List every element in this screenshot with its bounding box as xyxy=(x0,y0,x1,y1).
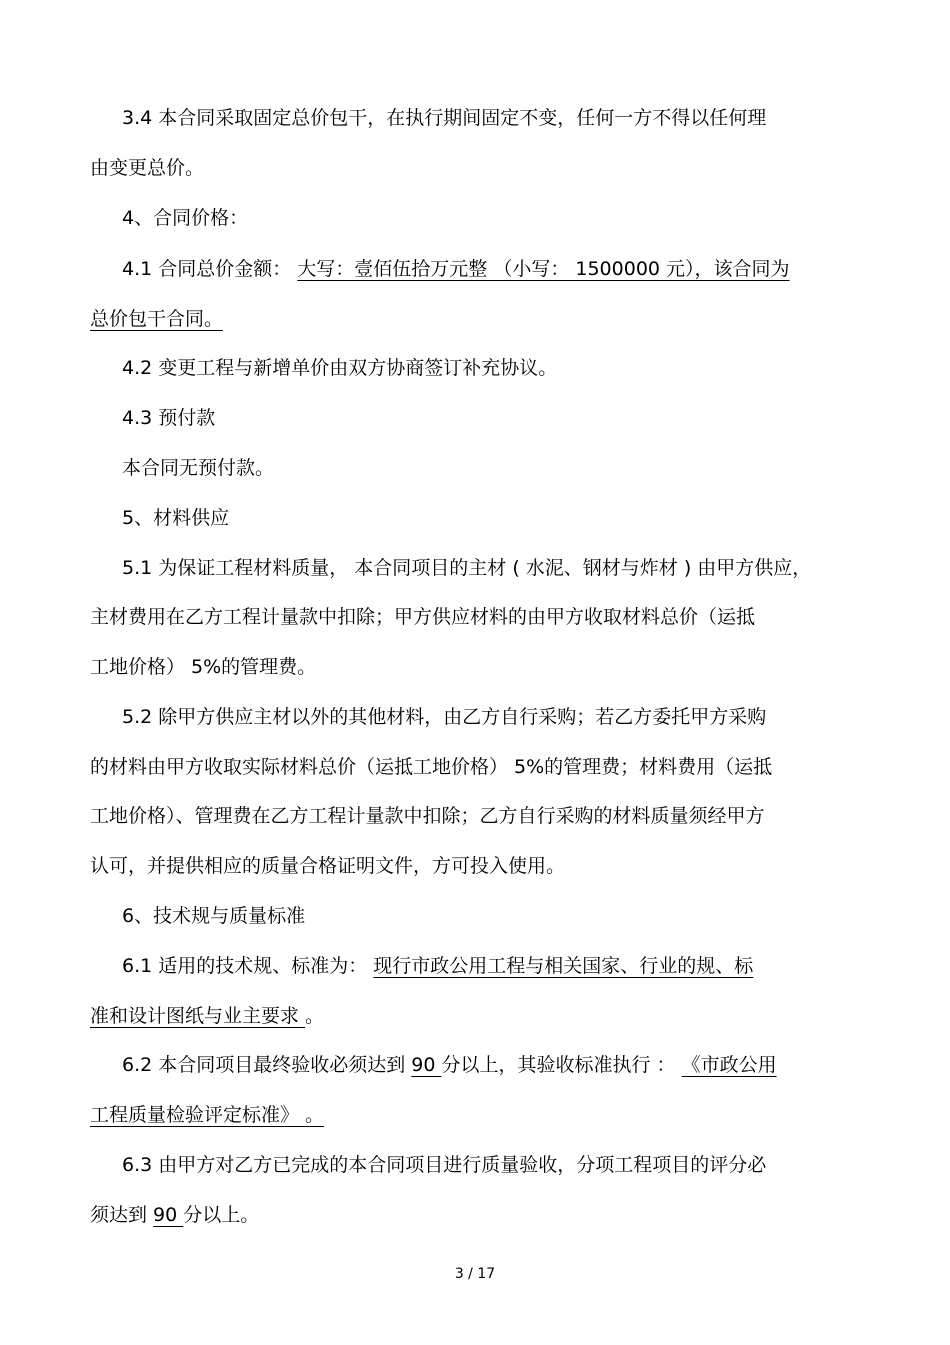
design-requirement-underlined: 准和设计图纸与业主要求 xyxy=(90,1005,306,1027)
clause-6-3-suffix: 分以上。 xyxy=(183,1204,260,1226)
clause-6-2-line-2 xyxy=(90,1102,324,1128)
section-5-heading: 5、材料供应 xyxy=(122,507,230,529)
clause-6-1-suffix: 。 xyxy=(305,1005,325,1027)
section-4-heading: 4、合同价格： xyxy=(122,207,249,229)
clause-6-2-mid: 分以上，其验收标准执行 ： xyxy=(441,1054,682,1076)
page-number: 3 / 17 xyxy=(454,1266,496,1282)
clause-6-1-line-1 xyxy=(122,953,753,979)
clause-6-3-line-2 xyxy=(90,1202,259,1228)
clause-6-3-prefix: 须达到 xyxy=(90,1204,154,1226)
clause-3-4-line-1: 3.4 本合同采取固定总价包干，在执行期间固定不变，任何一方不得以任何理 xyxy=(122,107,767,129)
section-6-heading: 6、技术规与质量标准 xyxy=(122,905,306,927)
clause-5-2-line-3: 工地价格）、管理费在乙方工程计量款中扣除；乙方自行采购的材料质量须经甲方 xyxy=(90,805,765,827)
contract-type-underlined: 总价包干合同。 xyxy=(90,308,224,330)
clause-3-4-line-2: 由变更总价。 xyxy=(90,157,205,179)
clause-4-1-line-2 xyxy=(90,306,223,332)
tech-standard-underlined: 现行市政公用工程与相关国家、行业的规、标 xyxy=(373,955,754,977)
acceptance-standard-underlined: 《市政公用 xyxy=(681,1054,777,1076)
clause-4-2: 4.2 变更工程与新增单价由双方协商签订补充协议。 xyxy=(122,357,558,379)
final-acceptance-score: 90 xyxy=(411,1054,442,1076)
clause-5-1-line-2: 主材费用在乙方工程计量款中扣除；甲方供应材料的由甲方收取材料总价（运抵 xyxy=(90,606,756,628)
clause-5-2-line-4: 认可，并提供相应的质量合格证明文件，方可投入使用。 xyxy=(90,855,566,877)
clause-4-3-heading: 4.3 预付款 xyxy=(122,407,216,429)
clause-6-2-line-1 xyxy=(122,1052,777,1078)
clause-5-2-line-2: 的材料由甲方收取实际材料总价（运抵工地价格） 5%的管理费；材料费用（运抵 xyxy=(90,756,773,778)
clause-6-1-line-2 xyxy=(90,1003,324,1029)
contract-amount-underlined: 大写：壹佰伍拾万元整 （小写： 1500000 元），该合同为 xyxy=(297,258,790,280)
clause-6-2-prefix: 6.2 本合同项目最终验收必须达到 xyxy=(122,1054,412,1076)
clause-5-2-line-1: 5.2 除甲方供应主材以外的其他材料，由乙方自行采购；若乙方委托甲方采购 xyxy=(122,706,767,728)
acceptance-standard-underlined-cont: 工程质量检验评定标准》 。 xyxy=(90,1104,325,1126)
clause-4-3-body: 本合同无预付款。 xyxy=(122,457,275,479)
clause-4-1-line-1 xyxy=(122,256,790,282)
clause-4-1-prefix: 4.1 合同总价金额： xyxy=(122,258,298,280)
clause-5-1-line-3: 工地价格） 5%的管理费。 xyxy=(90,656,317,678)
clause-5-1-line-1: 5.1 为保证工程材料质量， 本合同项目的主材 ( 水泥、钢材与炸材 ) 由甲方供应， xyxy=(122,557,812,579)
item-acceptance-score: 90 xyxy=(153,1204,184,1226)
clause-6-3-line-1: 6.3 由甲方对乙方已完成的本合同项目进行质量验收，分项工程项目的评分必 xyxy=(122,1154,767,1176)
clause-6-1-prefix: 6.1 适用的技术规、标准为： xyxy=(122,955,374,977)
